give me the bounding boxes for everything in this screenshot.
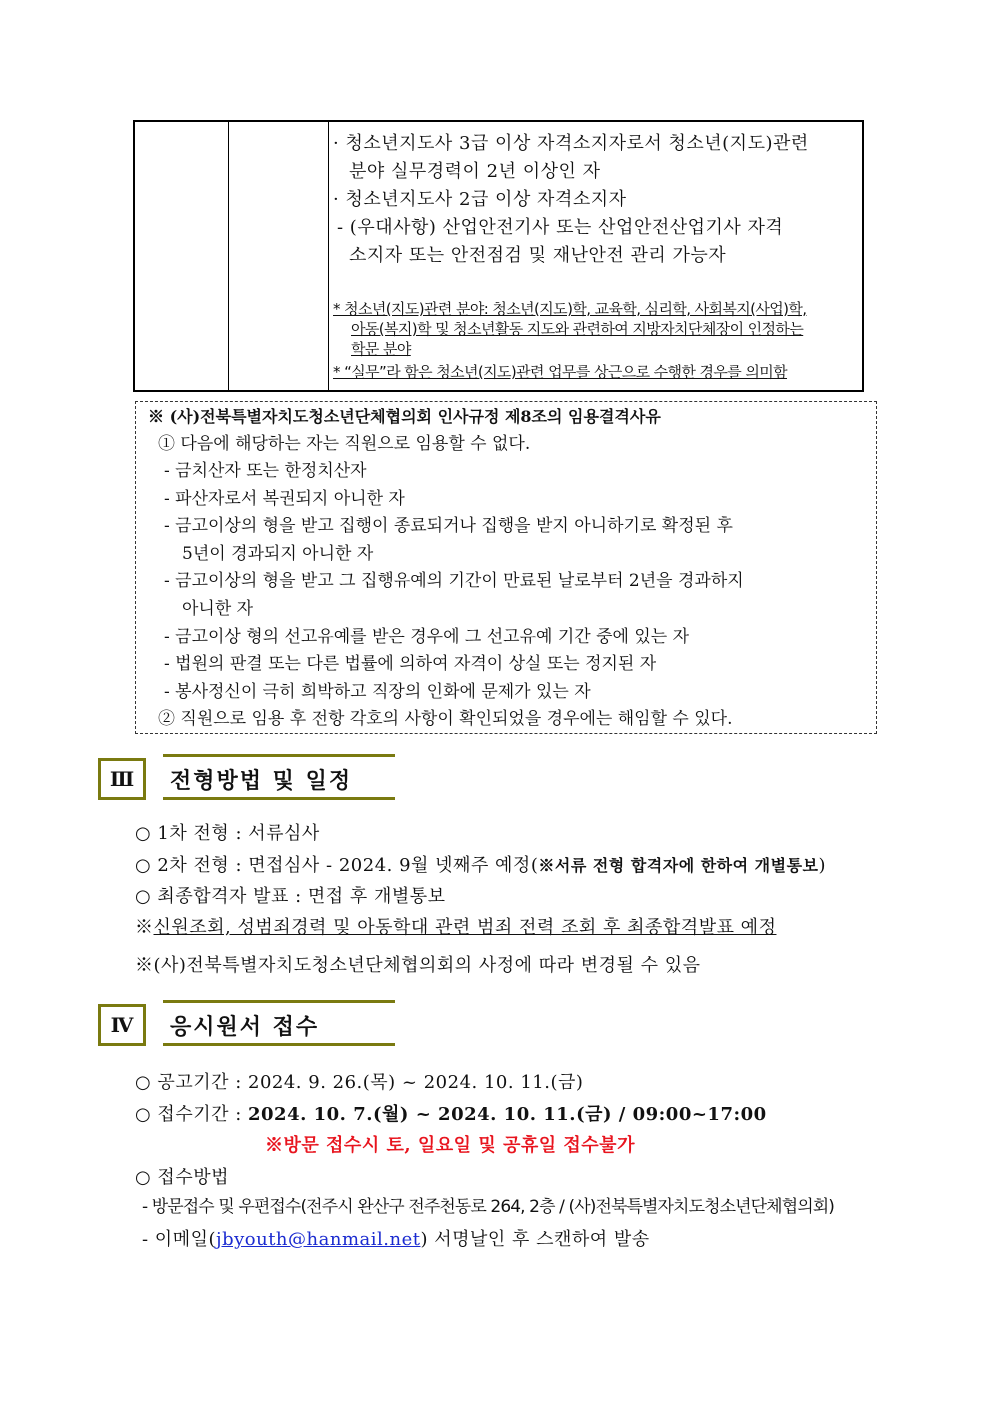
section-rule (163, 797, 395, 800)
application-item: ○ 공고기간 : 2024. 9. 26.(목) ~ 2024. 10. 11.(금) (135, 1072, 584, 1093)
disqualification-box (135, 401, 877, 734)
disqualification-line: - 금치산자 또는 한정치산자 (164, 461, 367, 481)
table-column-divider (328, 122, 329, 390)
disqualification-line: - 법원의 판결 또는 다른 법률에 의하여 자격이 상실 또는 정지된 자 (164, 654, 657, 674)
disqualification-line: 아니한 자 (182, 599, 254, 619)
section-title: 응시원서 접수 (170, 1014, 320, 1040)
disqualification-line: - 금고이상의 형을 받고 그 집행유예의 기간이 만료된 날로부터 2년을 경과하지 (164, 571, 744, 591)
section-rule (163, 1043, 395, 1046)
section-number-badge: Ⅲ (98, 758, 146, 800)
footnote-line: * 청소년(지도)관련 분야: 청소년(지도)학, 교육학, 심리학, 사회복지(사업)학, (333, 300, 807, 318)
qualification-table (133, 120, 864, 392)
schedule-note (135, 914, 776, 942)
disqualification-line: 5년이 경과되지 아니한 자 (182, 544, 374, 564)
note-mark: ※ (135, 917, 154, 938)
section-rule (163, 1000, 395, 1003)
disqualification-line: - 파산자로서 복권되지 아니한 자 (164, 489, 405, 509)
qualification-line: · 청소년지도사 2급 이상 자격소지자 (333, 189, 627, 210)
section-number-badge: Ⅳ (98, 1004, 146, 1046)
note-text: 신원조회, 성범죄경력 및 아동학대 관련 범죄 전력 조회 후 최종합격발표 예정 (153, 917, 777, 938)
qualification-line: - (우대사항) 산업안전기사 또는 산업안전산업기사 자격 (337, 217, 784, 238)
disqualification-title: ※ (사)전북특별자치도청소년단체협의회 인사규정 제8조의 임용결격사유 (148, 407, 661, 426)
application-item: ○ 접수방법 (135, 1167, 229, 1188)
section-rule (163, 754, 395, 757)
section-title: 전형방법 및 일정 (170, 768, 353, 794)
qualification-line: · 청소년지도사 3급 이상 자격소지자로서 청소년(지도)관련 (333, 133, 809, 154)
disqualification-line: ② 직원으로 임용 후 전항 각호의 사항이 확인되었을 경우에는 해임할 수 있다. (158, 709, 733, 729)
schedule-item: ○ 최종합격자 발표 : 면접 후 개별통보 (135, 886, 446, 907)
schedule-item (135, 852, 826, 880)
qualification-line: 분야 실무경력이 2년 이상인 자 (349, 161, 601, 182)
application-item (135, 1101, 767, 1129)
schedule-note: ※(사)전북특별자치도청소년단체협의회의 사정에 따라 변경될 수 있음 (135, 955, 701, 976)
email-link[interactable]: jbyouth@hanmail.net (216, 1229, 421, 1250)
application-item-text: ○ 접수기간 : (135, 1104, 248, 1125)
schedule-item-text: ○ 2차 전형 : 면접심사 - 2024. 9월 넷째주 예정( (135, 855, 539, 876)
application-period: 2024. 10. 7.(월) ~ 2024. 10. 11.(금) / 09:00~17:00 (248, 1104, 767, 1125)
application-warning: ※방문 접수시 토, 일요일 및 공휴일 접수불가 (265, 1135, 635, 1156)
footnote-line: * “실무”라 함은 청소년(지도)관련 업무를 상근으로 수행한 경우를 의미함 (333, 363, 788, 381)
application-method-text: ) 서명날인 후 스캔하여 발송 (420, 1229, 650, 1250)
footnote-line: 아동(복지)학 및 청소년활동 지도와 관련하여 지방자치단체장이 인정하는 (351, 320, 804, 338)
disqualification-line: - 금고이상의 형을 받고 집행이 종료되거나 집행을 받지 아니하기로 확정된 후 (164, 516, 733, 536)
disqualification-line: - 봉사정신이 극히 희박하고 직장의 인화에 문제가 있는 자 (164, 682, 591, 702)
application-method-text: - 이메일( (142, 1229, 216, 1250)
footnote-line: 학문 분야 (351, 340, 411, 358)
table-column-divider (228, 122, 229, 390)
application-method: - 방문접수 및 우편접수(전주시 완산구 전주천동로 264, 2층 / (사)전북특별자치도청소년단체협의회) (142, 1197, 835, 1217)
disqualification-line: ① 다음에 해당하는 자는 직원으로 임용할 수 없다. (158, 434, 531, 454)
application-method (142, 1226, 650, 1254)
schedule-item-emphasis: ※서류 전형 합격자에 한하여 개별통보 (538, 856, 819, 875)
disqualification-line: - 금고이상 형의 선고유예를 받은 경우에 그 선고유예 기간 중에 있는 자 (164, 627, 690, 647)
qualification-line: 소지자 또는 안전점검 및 재난안전 관리 가능자 (349, 245, 727, 266)
schedule-item-text: ) (818, 855, 827, 876)
schedule-item: ○ 1차 전형 : 서류심사 (135, 823, 320, 844)
